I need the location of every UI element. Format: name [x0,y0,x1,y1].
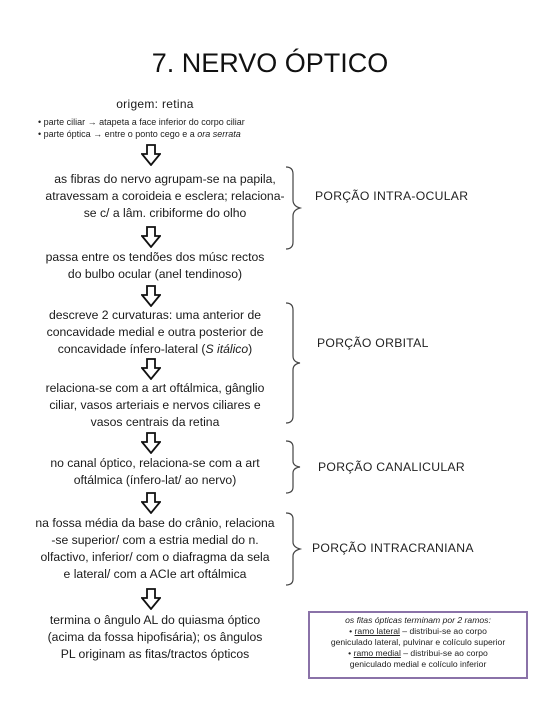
step-fossa-media: na fossa média da base do crânio, relaciona -se superior/ com a estria medial do n. olfactivo, inferior/ com o diafragma da sela e lateral/ com a ACIe art oftálmica [35,516,275,581]
origin-bullets [38,116,245,140]
right-curly-bracket-icon [283,512,305,586]
hollow-down-arrow-icon [141,432,161,454]
hollow-down-arrow-icon [141,226,161,248]
hollow-down-arrow-icon [141,492,161,514]
origin-heading: origem: retina [116,97,194,111]
label-porcao-intra-ocular: PORÇÃO INTRA-OCULAR [315,189,469,203]
step-curvaturas: descreve 2 curvaturas: uma anterior de concavidade medial e outra posterior de concavidade ínfero-lateral (S itálico) [10,307,300,358]
right-curly-bracket-icon [283,440,305,494]
right-curly-bracket-icon [283,166,305,250]
note-branch-lateral: • ramo lateral – distribui-se ao corpo [349,626,487,636]
hollow-down-arrow-icon [141,144,161,166]
step-anel-tendinoso: passa entre os tendões dos músc rectos do bulbo ocular (anel tendinoso) [45,250,265,281]
hollow-down-arrow-icon [141,358,161,380]
note-intro: os fitas ópticas terminam por 2 ramos: [345,615,491,625]
origin-bullet-ciliar: • parte ciliar → atapeta a face inferior do corpo ciliar [38,117,245,127]
hollow-down-arrow-icon [141,285,161,307]
label-porcao-canalicular: PORÇÃO CANALICULAR [318,460,465,474]
note-branch-medial-cont: geniculado medial e colículo inferior [349,659,487,669]
step-relacoes-orbitais: relaciona-se com a art oftálmica, gânglio ciliar, vasos arteriais e nervos ciliares e vasos centrais da retina [45,381,265,429]
page-title: 7. NERVO ÓPTICO [151,48,389,78]
step-quiasma: termina o ângulo AL do quiasma óptico (acima da fossa hipofisária); os ângulos PL originam as fitas/tractos ópticos [47,613,263,661]
note-branch-medial: • ramo medial – distribui-se ao corpo [348,648,488,658]
step-papila: as fibras do nervo agrupam-se na papila, atravessam a coroideia e esclera; relaciona- se c/ a lâm. cribiforme do olho [45,172,285,220]
step-curvaturas-line3: concavidade ínfero-lateral (S itálico) [57,342,253,356]
origin-bullet-optica: • parte óptica → entre o ponto cego e a ora serrata [38,129,241,139]
note-branch-lateral-cont: geniculado lateral, pulvinar e colículo superior [330,637,506,647]
label-porcao-intracraniana: PORÇÃO INTRACRANIANA [312,541,474,555]
right-curly-bracket-icon [283,302,305,424]
hollow-down-arrow-icon [141,588,161,610]
label-porcao-orbital: PORÇÃO ORBITAL [317,336,429,350]
terminal-branches-note [308,611,528,679]
step-canal-optico: no canal óptico, relaciona-se com a art oftálmica (ínfero-lat/ ao nervo) [50,456,260,487]
